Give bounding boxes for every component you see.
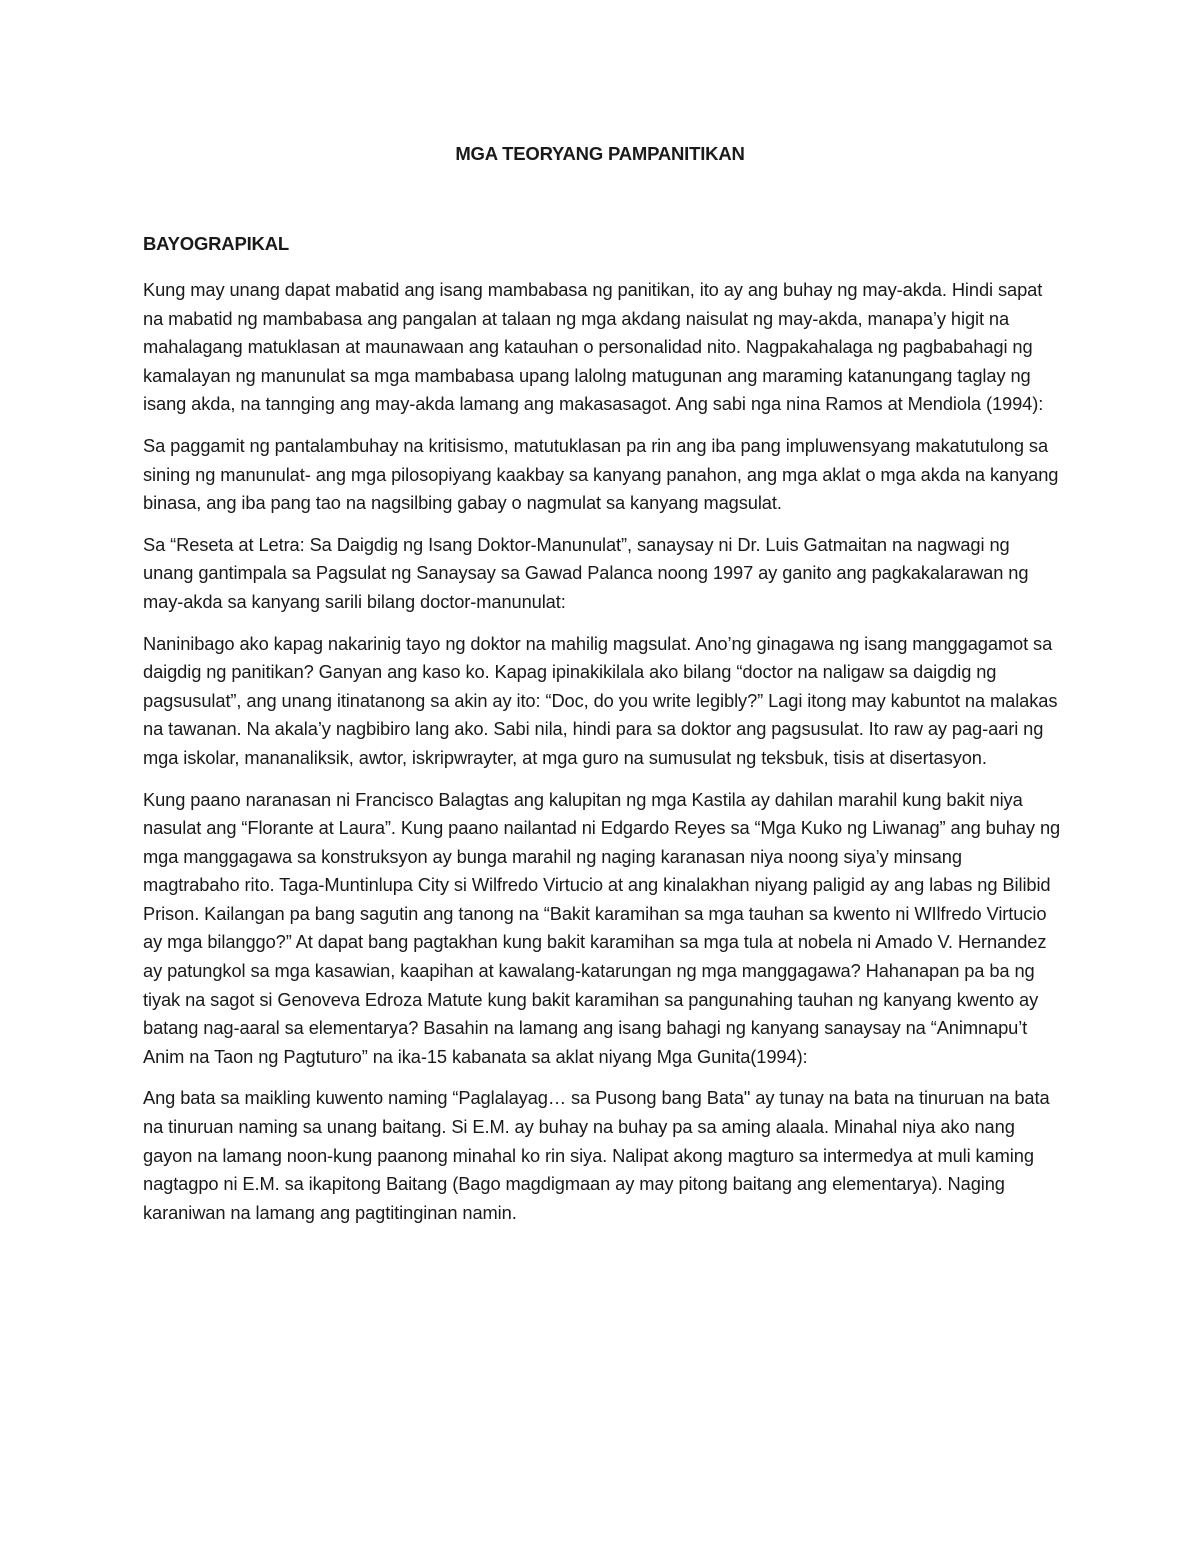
paragraph-gatmaitan-intro: Sa “Reseta at Letra: Sa Daigdig ng Isang Doktor-Manunulat”, sanaysay ni Dr. Luis Gatmaitan na nagwagi ng unang gantimpala sa Pagsulat ng Sanaysay sa Gawad Palanca noong 1997 ay ganito ang pagkakalarawan ng may-akda sa kanyang sarili bilang doctor-manunulat: — [143, 533, 1029, 612]
paragraph-authors-examples: Kung paano naranasan ni Francisco Balagtas ang kalupitan ng mga Kastila ay dahilan marahil kung bakit niya nasulat ang “Florante at Laura”. Kung paano nailantad ni Edgardo Reyes sa “Mga Kuko ng Liwanag” ang buhay ng mga manggagawa sa konstruksyon ay bunga marahil ng naging karanasan niya noong siya’y minsang magtrabaho rito. Taga-Muntinlupa City si Wilfredo Virtucio at ang kinalakhan niyang paligid ay ang labas ng Bilibid Prison. Kailangan pa bang sagutin ang tanong na “Bakit karamihan sa mga tauhan sa kwento ni WIlfredo Virtucio ay mga bilanggo?” At dapat bang pagtakhan kung bakit karamihan sa mga tula at nobela ni Amado V. Hernandez ay patungkol sa mga kasawian, kaapihan at kawalang-katarungan ng mga manggagawa? Hahanapan pa ba ng tiyak na sagot si Genoveva Edroza Matute kung bakit karamihan sa pangunahing tauhan ng kanyang kwento ay batang nag-aaral sa elementarya? Basahin na lamang ang isang bahagi ng kanyang sanaysay na “Animnapu’t Anim na Taon ng Pagtuturo” na ika-15 kabanata sa aklat niyang Mga Gunita(1994): — [143, 788, 1061, 1067]
paragraph-gatmaitan-quote: Naninibago ako kapag nakarinig tayo ng doktor na mahilig magsulat. Ano’ng ginagawa ng isang manggagamot sa daigdig ng panitikan? Ganyan ang kaso ko. Kapag ipinakikilala ako bilang “doctor na naligaw sa daigdig ng pagsusulat”, ang unang itinatanong sa akin ay ito: “Doc, do you write legibly?” Lagi itong may kabuntot na malakas na tawanan. Na akala’y nagbibiro lang ako. Sabi nila, hindi para sa doktor ang pagsusulat. Ito raw ay pag-aari ng mga iskolar, mananaliksik, awtor, iskripwrayter, at mga guro na sumusulat ng teksbuk, tisis at disertasyon. — [143, 632, 1058, 768]
paragraph-matute-quote: Ang bata sa maikling kuwento naming “Paglalayag… sa Pusong bang Bata" ay tunay na bata na tinuruan na bata na tinuruan naming sa unang baitang. Si E.M. ay buhay na buhay pa sa aming alaala. Minahal niya ako nang gayon na lamang noon-kung paanong minahal ko rin siya. Nalipat akong magturo sa intermedya at muli kaming nagtagpo ni E.M. sa ikapitong Baitang (Bago magdigmaan ay may pitong baitang ang elementarya). Naging karaniwan na lamang ang pagtitinginan namin. — [143, 1087, 1050, 1223]
document-body — [143, 230, 1061, 1240]
paragraph-quote-ramos-mendiola: Sa paggamit ng pantalambuhay na kritisismo, matutuklasan pa rin ang iba pang impluwensyang makatutulong sa sining ng manunulat- ang mga pilosopiyang kaakbay sa kanyang panahon, ang mga aklat o mga akda na kanyang binasa, ang iba pang tao na nagsilbing gabay o nagmulat sa kanyang magsulat. — [143, 434, 1059, 514]
section-heading: BAYOGRAPIKAL — [143, 233, 289, 254]
document-title: MGA TEORYANG PAMPANITIKAN — [455, 143, 745, 164]
paragraph-intro: Kung may unang dapat mabatid ang isang mambabasa ng panitikan, ito ay ang buhay ng may-akda. Hindi sapat na mabatid ng mambabasa ang pangalan at talaan ng mga akdang naisulat ng may-akda, manapa’y higit na mahalagang matuklasan at maunawaan ang katauhan o personalidad nito. Nagpakahalaga ng pagbabahagi ng kamalayan ng manunulat sa mga mambabasa upang lalolng matugunan ang maraming katanungang taglay ng isang akda, na tannging ang may-akda lamang ang makasasagot. Ang sabi nga nina Ramos at Mendiola (1994): — [143, 279, 1044, 415]
